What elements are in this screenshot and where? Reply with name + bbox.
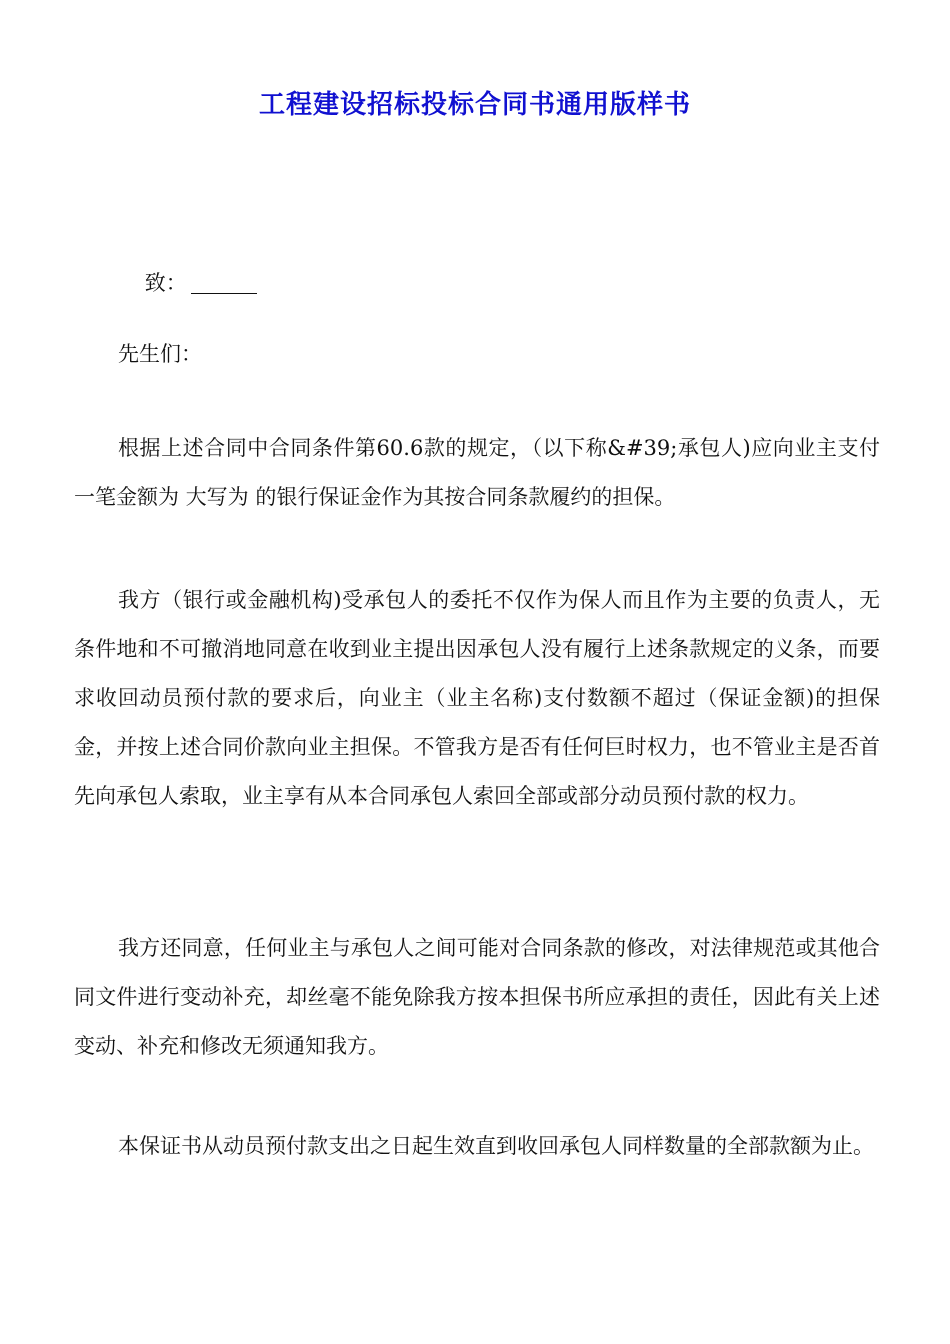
salutation-to-label: 致： — [144, 271, 187, 295]
salutation-to-line — [118, 238, 257, 328]
paragraph-4: 本保证书从动员预付款支出之日起生效直到收回承包人同样数量的全部款额为止。 — [118, 1134, 874, 1158]
recipient-blank — [191, 273, 257, 294]
paragraph-1: 根据上述合同中合同条件第60.6款的规定，（以下称&#39;承包人)应向业主支付一笔金额为 大写为 的银行保证金作为其按合同条款履约的担保。 — [74, 436, 880, 509]
paragraph-2: 我方（银行或金融机构)受承包人的委托不仅作为保人而且作为主要的负责人，无条件地和不可撤消地同意在收到业主提出因承包人没有履行上述条款规定的义条，而要求收回动员预付款的要求后，向业主（业主名称)支付数额不超过（保证金额)的担保金，并按上述合同价款向业主担保。不管我方是否有任何巨时权力，也不管业主是否首先向承包人索取，业主享有从本合同承包人索回全部或部分动员预付款的权力。 — [74, 588, 880, 808]
document-title: 工程建设招标投标合同书通用版样书 — [258, 90, 691, 120]
paragraph-3: 我方还同意，任何业主与承包人之间可能对合同条款的修改，对法律规范或其他合同文件进行变动补充，却丝毫不能免除我方按本担保书所应承担的责任，因此有关上述变动、补充和修改无须通知我方。 — [74, 936, 880, 1058]
salutation-gentlemen: 先生们： — [118, 342, 202, 366]
